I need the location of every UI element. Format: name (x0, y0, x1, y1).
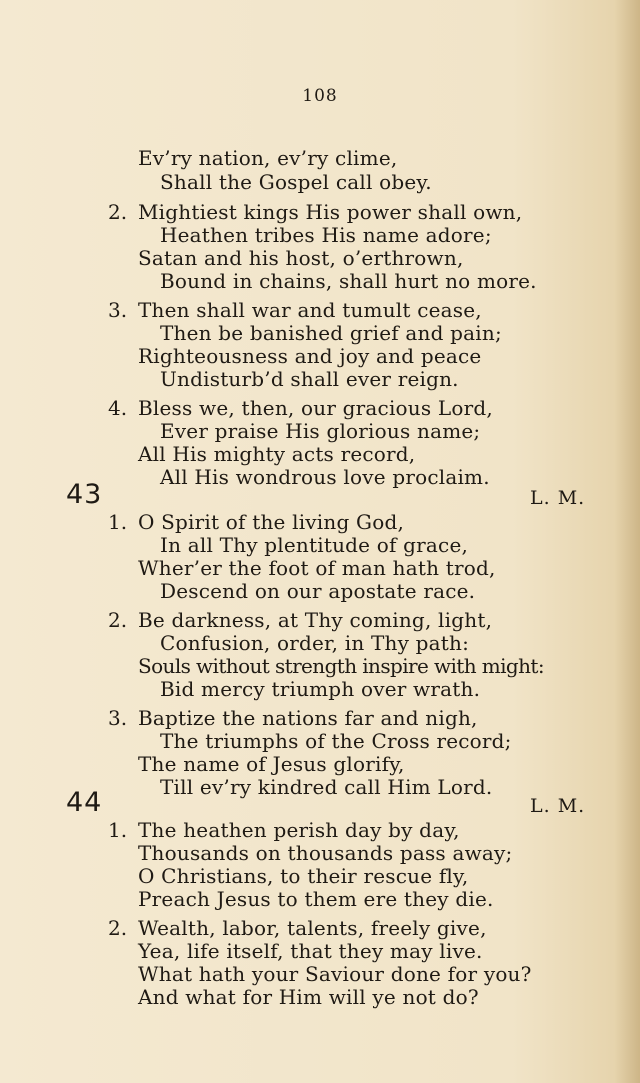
hymn-meter: L. M. (530, 487, 586, 509)
verse-line: And what for Him will ye not do? (138, 985, 479, 1009)
hymn-meter: L. M. (530, 795, 586, 817)
verse-number: 2. (108, 916, 128, 940)
verse-line: Descend on our apostate race. (160, 579, 476, 603)
verse-line: What hath your Saviour done for you? (138, 962, 532, 986)
verse-number: 4. (108, 396, 128, 420)
verse-line: O Spirit of the living God, (138, 510, 405, 534)
verse-line: Bid mercy triumph over wrath. (160, 677, 481, 701)
verse-line: The heathen perish day by day, (138, 818, 460, 842)
verse-line: Heathen tribes His name adore; (160, 223, 492, 247)
verse-line: Wealth, labor, talents, freely give, (138, 916, 487, 940)
verse-line: O Christians, to their rescue fly, (138, 864, 469, 888)
verse-line: Baptize the nations far and nigh, (138, 706, 478, 730)
verse-line: Shall the Gospel call obey. (160, 170, 432, 194)
verse-line: Yea, life itself, that they may live. (138, 939, 483, 963)
verse-line: Ev’ry nation, ev’ry clime, (138, 146, 398, 170)
verse-number: 2. (108, 608, 128, 632)
verse-line: Souls without strength inspire with might: (138, 654, 544, 678)
verse-line: Then be banished grief and pain; (160, 321, 502, 345)
verse-line: Confusion, order, in Thy path: (160, 631, 470, 655)
verse-number: 3. (108, 298, 128, 322)
hymn-number: 44 (66, 787, 103, 818)
page-number: 108 (302, 86, 338, 106)
verse-line: Bless we, then, our gracious Lord, (138, 396, 493, 420)
verse-line: Wher’er the foot of man hath trod, (138, 556, 496, 580)
verse-line: Undisturb’d shall ever reign. (160, 367, 459, 391)
verse-line: Satan and his host, o’erthrown, (138, 246, 464, 270)
verse-number: 3. (108, 706, 128, 730)
verse-line: Thousands on thousands pass away; (138, 841, 513, 865)
verse-line: The name of Jesus glorify, (138, 752, 405, 776)
verse-number: 1. (108, 510, 128, 534)
verse-line: Preach Jesus to them ere they die. (138, 887, 494, 911)
verse-line: In all Thy plentitude of grace, (160, 533, 469, 557)
hymn-number: 43 (66, 479, 103, 510)
verse-line: All His mighty acts record, (138, 442, 416, 466)
verse-line: Till ev’ry kindred call Him Lord. (160, 775, 493, 799)
verse-line: Bound in chains, shall hurt no more. (160, 269, 537, 293)
verse-line: Be darkness, at Thy coming, light, (138, 608, 493, 632)
verse-line: The triumphs of the Cross record; (160, 729, 512, 753)
verse-line: Ever praise His glorious name; (160, 419, 481, 443)
verse-number: 1. (108, 818, 128, 842)
verse-line: Then shall war and tumult cease, (138, 298, 482, 322)
verse-number: 2. (108, 200, 128, 224)
verse-line: Righteousness and joy and peace (138, 344, 482, 368)
verse-line: All His wondrous love proclaim. (160, 465, 490, 489)
verse-line: Mightiest kings His power shall own, (138, 200, 523, 224)
